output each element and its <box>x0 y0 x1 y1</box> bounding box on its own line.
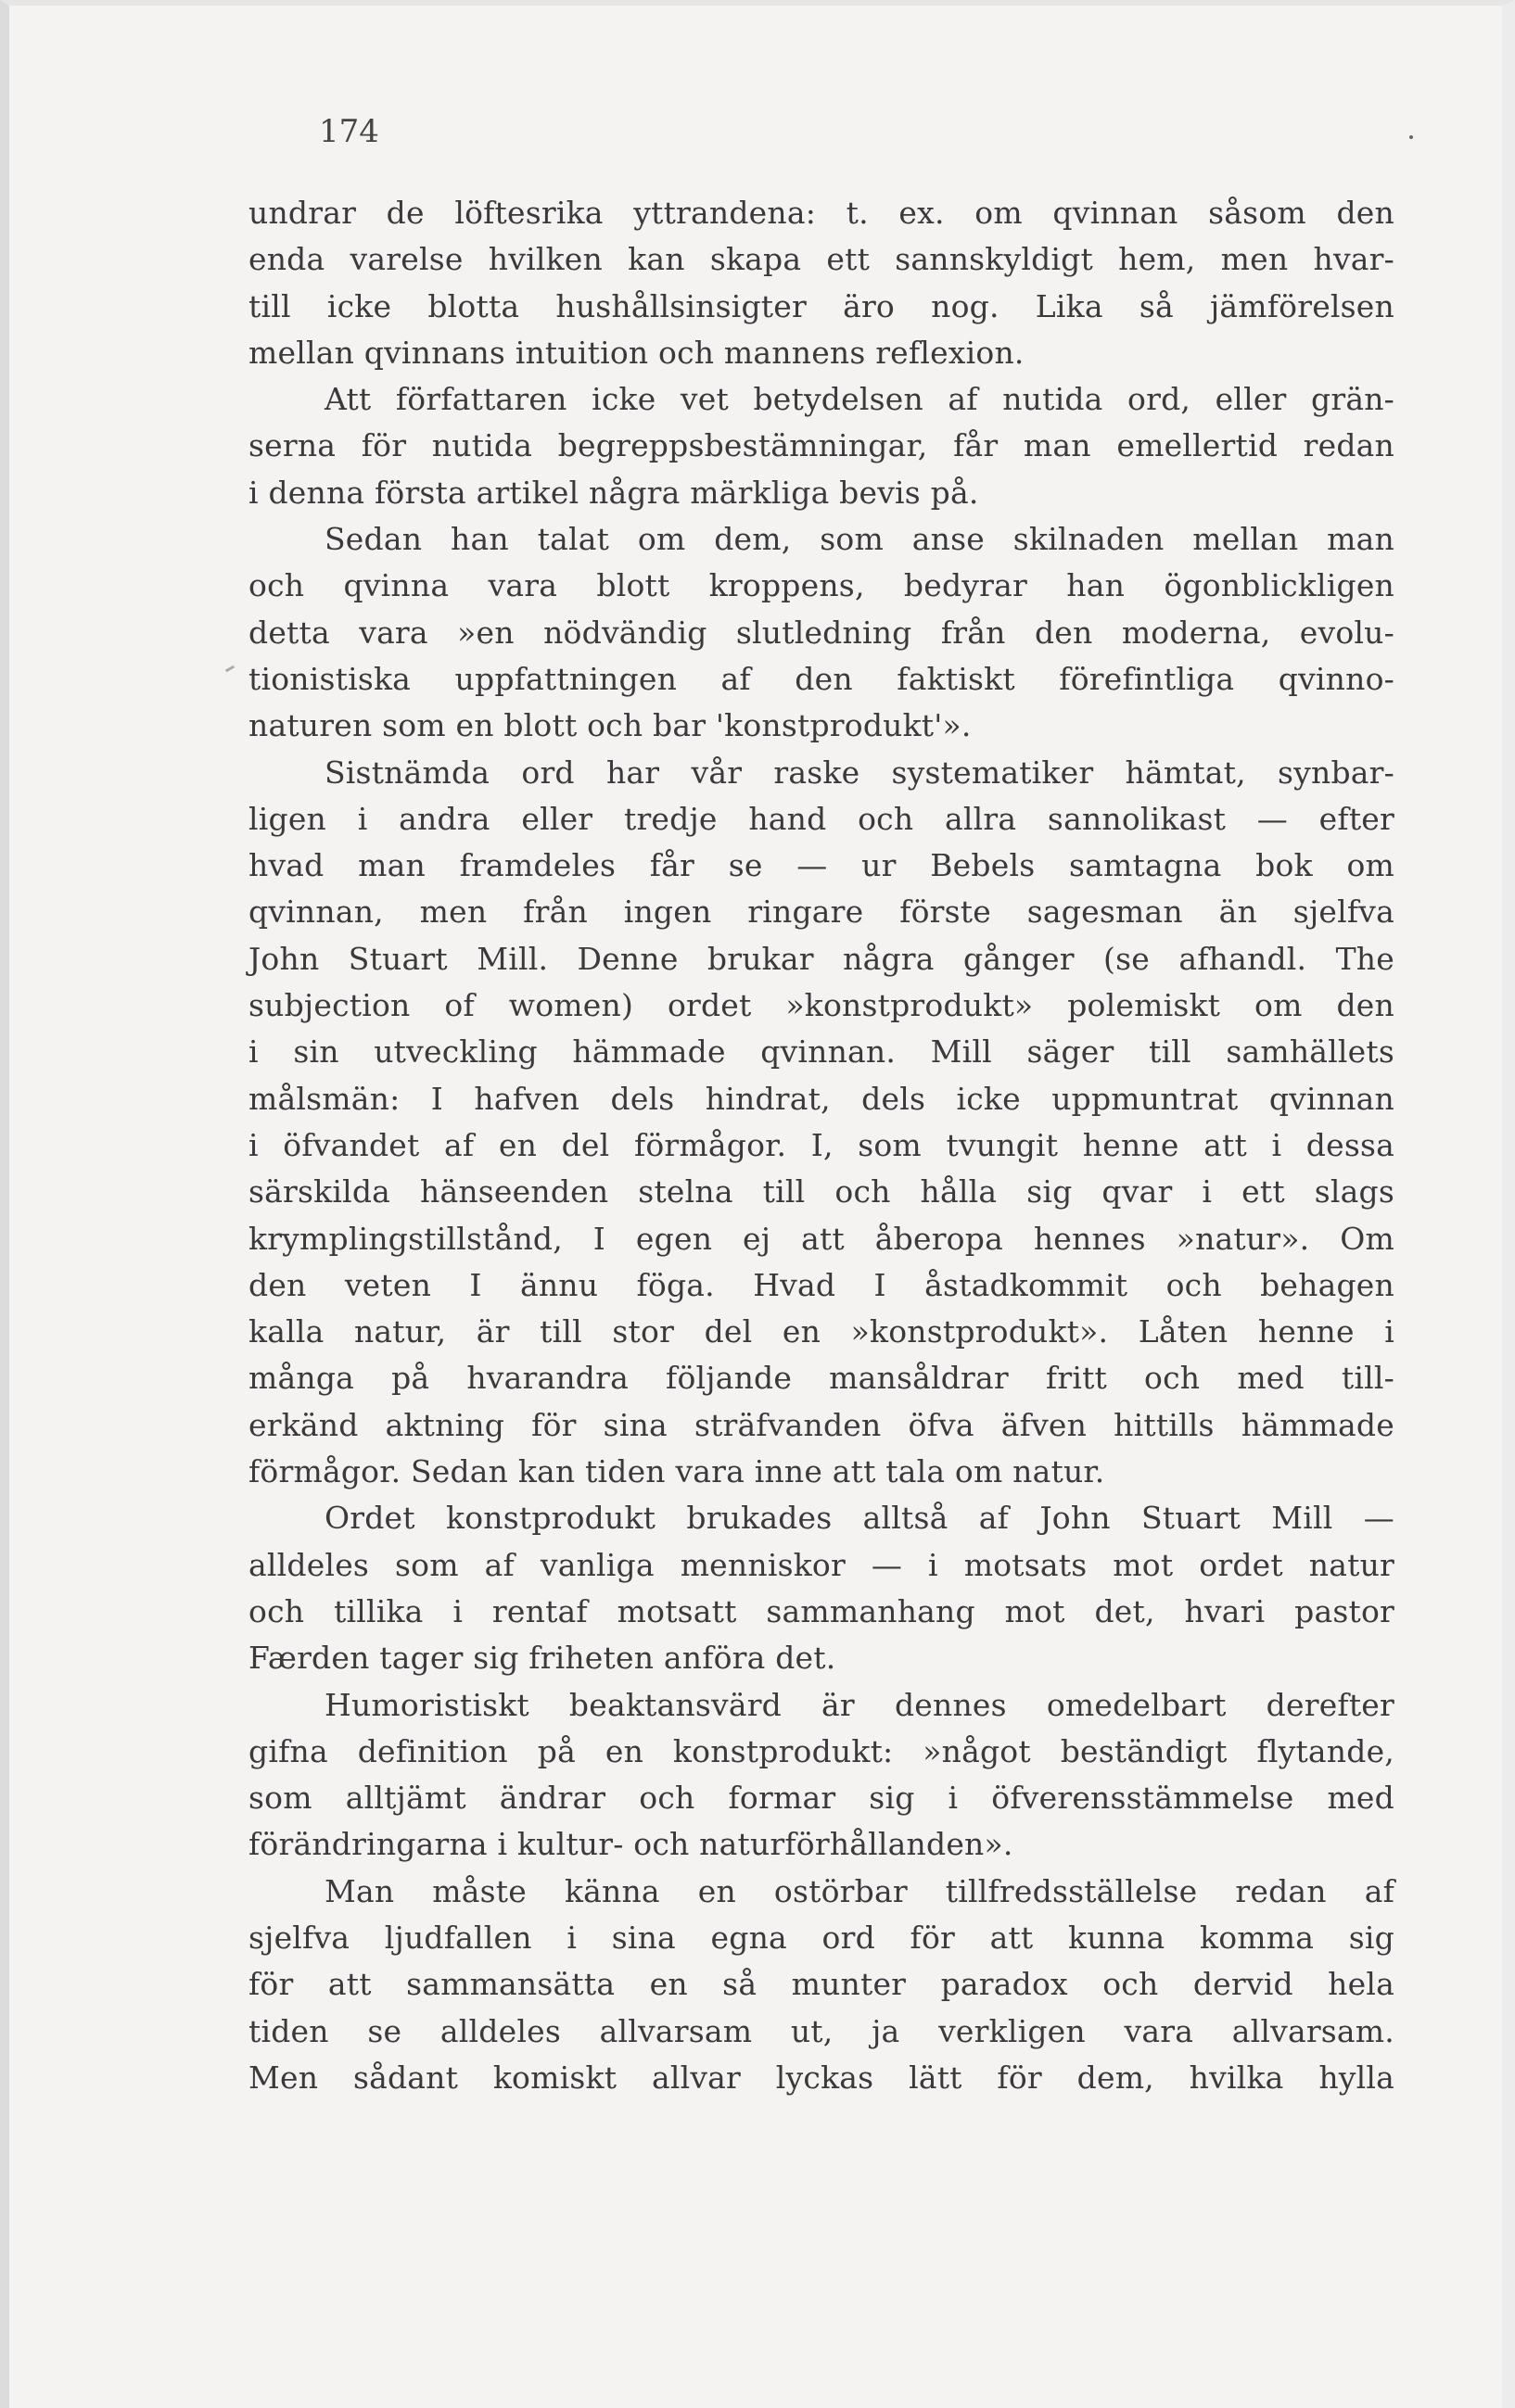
text-line: och tillika i rentaf motsatt sammanhang mot det, hvari pastor <box>248 1592 1394 1629</box>
text-line: gifna definition på en konstprodukt: »något beständigt flytande, <box>248 1732 1394 1769</box>
text-line: John Stuart Mill. Denne brukar några gånger (se afhandl. The <box>248 940 1394 977</box>
stray-ink-dot <box>1409 135 1413 139</box>
text-line: Ordet konstprodukt brukades alltså af John Stuart Mill — <box>325 1500 1394 1537</box>
text-line: i öfvandet af en del förmågor. I, som tvungit henne att i dessa <box>248 1126 1394 1163</box>
text-line: ligen i andra eller tredje hand och allra sannolikast — efter <box>248 800 1394 837</box>
text-line: Sedan han talat om dem, som anse skilnaden mellan man <box>325 521 1394 558</box>
text-line: mellan qvinnans intuition och mannens reflexion. <box>248 334 1025 371</box>
text-line: hvad man framdeles får se — ur Bebels samtagna bok om <box>248 847 1394 884</box>
text-line: Man måste känna en ostörbar tillfredsställelse redan af <box>325 1872 1394 1909</box>
text-line: krymplingstillstånd, I egen ej att åberopa hennes »natur». Om <box>248 1220 1394 1257</box>
text-line: målsmän: I hafven dels hindrat, dels icke uppmuntrat qvinnan <box>248 1080 1394 1117</box>
text-line: subjection of women) ordet »konstprodukt» polemiskt om den <box>248 987 1394 1024</box>
text-line: qvinnan, men från ingen ringare förste sagesman än sjelfva <box>248 893 1394 931</box>
text-line: Humoristiskt beaktansvärd är dennes omedelbart derefter <box>325 1686 1394 1723</box>
text-line: serna för nutida begreppsbestämningar, får man emellertid redan <box>248 427 1394 464</box>
text-line: kalla natur, är till stor del en »konstprodukt». Låten henne i <box>248 1313 1394 1350</box>
text-line: som alltjämt ändrar och formar sig i öfverensstämmelse med <box>248 1780 1394 1817</box>
text-line: enda varelse hvilken kan skapa ett sannskyldigt hem, men hvar- <box>248 241 1394 278</box>
text-line: i sin utveckling hämmade qvinnan. Mill säger till samhällets <box>248 1033 1394 1071</box>
text-line: detta vara »en nödvändig slutledning från den moderna, evolu- <box>248 614 1394 651</box>
text-line: sjelfva ljudfallen i sina egna ord för att kunna komma sig <box>248 1919 1394 1956</box>
text-line: Færden tager sig friheten anföra det. <box>248 1640 836 1677</box>
text-line: i denna första artikel några märkliga bevis på. <box>248 474 979 511</box>
text-line: förmågor. Sedan kan tiden vara inne att tala om natur. <box>248 1453 1105 1490</box>
page-number: 174 <box>319 113 379 150</box>
text-line: Att författaren icke vet betydelsen af nutida ord, eller grän- <box>325 381 1394 418</box>
text-line: Men sådant komiskt allvar lyckas lätt för dem, hvilka hylla <box>248 2059 1394 2096</box>
text-line: naturen som en blott och bar 'konstprodukt'». <box>248 707 972 744</box>
text-line: tionistiska uppfattningen af den faktiskt förefintliga qvinno- <box>248 660 1394 697</box>
text-line: erkänd aktning för sina sträfvanden öfva äfven hittills hämmade <box>248 1406 1394 1443</box>
text-line: tiden se alldeles allvarsam ut, ja verkligen vara allvarsam. <box>248 2012 1394 2049</box>
text-line: och qvinna vara blott kroppens, bedyrar han ögonblickligen <box>248 567 1394 604</box>
text-line: den veten I ännu föga. Hvad I åstadkommit och behagen <box>248 1266 1394 1303</box>
text-line: till icke blotta hushållsinsigter äro nog. Lika så jämförelsen <box>248 287 1394 324</box>
text-line: undrar de löftesrika yttrandena: t. ex. om qvinnan såsom den <box>248 195 1394 231</box>
body-text <box>248 190 1394 2101</box>
text-line: förändringarna i kultur- och naturförhållanden». <box>248 1826 1013 1863</box>
text-line: alldeles som af vanliga menniskor — i motsats mot ordet natur <box>248 1546 1394 1583</box>
text-line: många på hvarandra följande mansåldrar fritt och med till- <box>248 1360 1394 1397</box>
text-line: för att sammansätta en så munter paradox och dervid hela <box>248 1966 1394 2003</box>
text-line: Sistnämda ord har vår raske systematiker hämtat, synbar- <box>325 754 1394 791</box>
text-line: särskilda hänseenden stelna till och hålla sig qvar i ett slags <box>248 1173 1394 1210</box>
